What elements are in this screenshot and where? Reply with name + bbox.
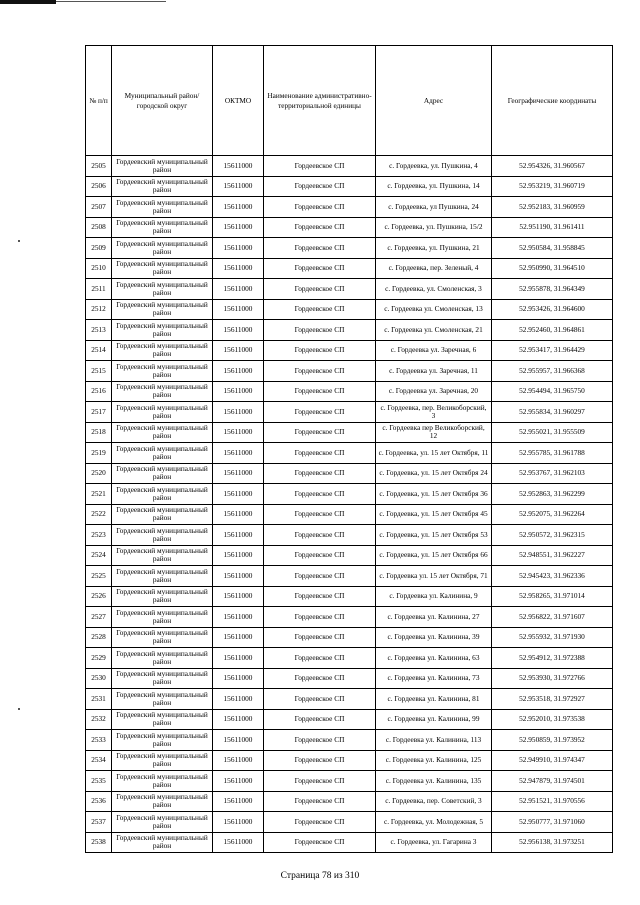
municipality-cell: Гордеевский муниципальный район — [112, 525, 213, 546]
coords-cell: 52.949910, 31.974347 — [492, 750, 613, 771]
coords-cell: 52.955932, 31.971930 — [492, 627, 613, 648]
unit-cell: Гордеевское СП — [264, 340, 376, 361]
unit-cell: Гордеевское СП — [264, 402, 376, 423]
unit-cell: Гордеевское СП — [264, 791, 376, 812]
oktmo-cell: 15611000 — [213, 422, 264, 443]
row-number: 2522 — [86, 504, 112, 525]
municipality-cell: Гордеевский муниципальный район — [112, 771, 213, 792]
table-row — [86, 750, 613, 771]
oktmo-cell: 15611000 — [213, 791, 264, 812]
oktmo-cell: 15611000 — [213, 197, 264, 218]
unit-cell: Гордеевское СП — [264, 484, 376, 505]
table-row — [86, 197, 613, 218]
table-row — [86, 422, 613, 443]
oktmo-cell: 15611000 — [213, 156, 264, 177]
header-num: № п/п — [86, 46, 112, 156]
oktmo-cell: 15611000 — [213, 217, 264, 238]
table-row — [86, 586, 613, 607]
row-number: 2510 — [86, 258, 112, 279]
header-row — [86, 46, 613, 156]
address-cell: с. Гордеевка, ул. Молодежная, 5 — [376, 812, 492, 833]
coords-cell: 52.950584, 31.958845 — [492, 238, 613, 259]
municipality-cell: Гордеевский муниципальный район — [112, 443, 213, 464]
address-cell: с. Гордеевка, ул. 15 лет Октября, 11 — [376, 443, 492, 464]
table-row — [86, 566, 613, 587]
address-cell: с. Гордеевка ул. Калинина, 81 — [376, 689, 492, 710]
address-cell: с. Гордеевка ул. Калинина, 135 — [376, 771, 492, 792]
municipality-cell: Гордеевский муниципальный район — [112, 217, 213, 238]
oktmo-cell: 15611000 — [213, 299, 264, 320]
address-cell: с. Гордеевка ул. Калинина, 63 — [376, 648, 492, 669]
coords-cell: 52.948551, 31.962227 — [492, 545, 613, 566]
oktmo-cell: 15611000 — [213, 689, 264, 710]
unit-cell: Гордеевское СП — [264, 217, 376, 238]
row-number: 2530 — [86, 668, 112, 689]
unit-cell: Гордеевское СП — [264, 668, 376, 689]
oktmo-cell: 15611000 — [213, 709, 264, 730]
municipality-cell: Гордеевский муниципальный район — [112, 566, 213, 587]
address-cell: с. Гордеевка, ул. Пушкина, 21 — [376, 238, 492, 259]
row-number: 2511 — [86, 279, 112, 300]
table-row — [86, 607, 613, 628]
table-row — [86, 299, 613, 320]
row-number: 2536 — [86, 791, 112, 812]
scan-mark-top — [0, 0, 56, 4]
municipality-cell: Гордеевский муниципальный район — [112, 586, 213, 607]
address-cell: с. Гордеевка, ул Пушкина, 24 — [376, 197, 492, 218]
address-cell: с. Гордеевка ул. Калинина, 39 — [376, 627, 492, 648]
table-row — [86, 832, 613, 853]
address-cell: с. Гордеевка, ул. 15 лет Октября 66 — [376, 545, 492, 566]
row-number: 2525 — [86, 566, 112, 587]
municipality-cell: Гордеевский муниципальный район — [112, 156, 213, 177]
row-number: 2531 — [86, 689, 112, 710]
row-number: 2513 — [86, 320, 112, 341]
row-number: 2517 — [86, 402, 112, 423]
unit-cell: Гордеевское СП — [264, 320, 376, 341]
oktmo-cell: 15611000 — [213, 504, 264, 525]
scan-speck — [18, 240, 20, 242]
table-row — [86, 812, 613, 833]
row-number: 2538 — [86, 832, 112, 853]
table-row — [86, 340, 613, 361]
unit-cell: Гордеевское СП — [264, 709, 376, 730]
table-row — [86, 771, 613, 792]
oktmo-cell: 15611000 — [213, 730, 264, 751]
oktmo-cell: 15611000 — [213, 381, 264, 402]
oktmo-cell: 15611000 — [213, 443, 264, 464]
oktmo-cell: 15611000 — [213, 525, 264, 546]
address-cell: с. Гордеевка ул. Калинина, 27 — [376, 607, 492, 628]
municipality-cell: Гордеевский муниципальный район — [112, 484, 213, 505]
municipality-cell: Гордеевский муниципальный район — [112, 381, 213, 402]
row-number: 2512 — [86, 299, 112, 320]
coords-cell: 52.956822, 31.971607 — [492, 607, 613, 628]
table-row — [86, 361, 613, 382]
oktmo-cell: 15611000 — [213, 812, 264, 833]
address-cell: с. Гордеевка ул. Заречная, 6 — [376, 340, 492, 361]
row-number: 2527 — [86, 607, 112, 628]
table-row — [86, 791, 613, 812]
oktmo-cell: 15611000 — [213, 832, 264, 853]
address-cell: с. Гордеевка ул. Калинина, 113 — [376, 730, 492, 751]
coords-cell: 52.945423, 31.962336 — [492, 566, 613, 587]
address-cell: с. Гордеевка ул. 15 лет Октября, 71 — [376, 566, 492, 587]
unit-cell: Гордеевское СП — [264, 771, 376, 792]
table-row — [86, 443, 613, 464]
row-number: 2520 — [86, 463, 112, 484]
row-number: 2534 — [86, 750, 112, 771]
unit-cell: Гордеевское СП — [264, 607, 376, 628]
table-row — [86, 258, 613, 279]
address-cell: с. Гордеевка, ул. Смоленская, 3 — [376, 279, 492, 300]
unit-cell: Гордеевское СП — [264, 566, 376, 587]
oktmo-cell: 15611000 — [213, 279, 264, 300]
oktmo-cell: 15611000 — [213, 238, 264, 259]
row-number: 2529 — [86, 648, 112, 669]
unit-cell: Гордеевское СП — [264, 156, 376, 177]
address-cell: с. Гордеевка, пер. Зеленый, 4 — [376, 258, 492, 279]
address-cell: с. Гордеевка ул. Калинина, 99 — [376, 709, 492, 730]
municipality-cell: Гордеевский муниципальный район — [112, 668, 213, 689]
scan-line-top — [56, 1, 166, 2]
unit-cell: Гордеевское СП — [264, 545, 376, 566]
table-row — [86, 648, 613, 669]
coords-cell: 52.955957, 31.966368 — [492, 361, 613, 382]
table-row — [86, 156, 613, 177]
unit-cell: Гордеевское СП — [264, 197, 376, 218]
address-cell: с. Гордеевка пер Великоборский, 12 — [376, 422, 492, 443]
unit-cell: Гордеевское СП — [264, 443, 376, 464]
coords-cell: 52.954912, 31.972388 — [492, 648, 613, 669]
municipality-cell: Гордеевский муниципальный район — [112, 422, 213, 443]
oktmo-cell: 15611000 — [213, 771, 264, 792]
unit-cell: Гордеевское СП — [264, 361, 376, 382]
oktmo-cell: 15611000 — [213, 668, 264, 689]
row-number: 2523 — [86, 525, 112, 546]
address-cell: с. Гордеевка, пер. Великоборский, 3 — [376, 402, 492, 423]
oktmo-cell: 15611000 — [213, 402, 264, 423]
row-number: 2528 — [86, 627, 112, 648]
address-cell: с. Гордеевка, ул. 15 лет Октября 45 — [376, 504, 492, 525]
municipality-cell: Гордеевский муниципальный район — [112, 648, 213, 669]
coords-cell: 52.953426, 31.964600 — [492, 299, 613, 320]
coords-cell: 52.958265, 31.971014 — [492, 586, 613, 607]
unit-cell: Гордеевское СП — [264, 750, 376, 771]
unit-cell: Гордеевское СП — [264, 422, 376, 443]
scan-speck — [18, 708, 20, 710]
unit-cell: Гордеевское СП — [264, 648, 376, 669]
coords-cell: 52.956138, 31.973251 — [492, 832, 613, 853]
municipality-cell: Гордеевский муниципальный район — [112, 730, 213, 751]
oktmo-cell: 15611000 — [213, 750, 264, 771]
municipality-cell: Гордеевский муниципальный район — [112, 607, 213, 628]
row-number: 2532 — [86, 709, 112, 730]
coords-cell: 52.952183, 31.960959 — [492, 197, 613, 218]
unit-cell: Гордеевское СП — [264, 258, 376, 279]
registry-table — [85, 45, 613, 853]
row-number: 2533 — [86, 730, 112, 751]
municipality-cell: Гордеевский муниципальный район — [112, 791, 213, 812]
table-row — [86, 279, 613, 300]
address-cell: с. Гордеевка, ул. Гагарина 3 — [376, 832, 492, 853]
coords-cell: 52.954494, 31.965750 — [492, 381, 613, 402]
row-number: 2505 — [86, 156, 112, 177]
coords-cell: 52.953518, 31.972927 — [492, 689, 613, 710]
address-cell: с. Гордеевка, ул. Пушкина, 4 — [376, 156, 492, 177]
coords-cell: 52.953219, 31.960719 — [492, 176, 613, 197]
row-number: 2514 — [86, 340, 112, 361]
row-number: 2508 — [86, 217, 112, 238]
unit-cell: Гордеевское СП — [264, 812, 376, 833]
row-number: 2515 — [86, 361, 112, 382]
municipality-cell: Гордеевский муниципальный район — [112, 750, 213, 771]
oktmo-cell: 15611000 — [213, 484, 264, 505]
row-number: 2519 — [86, 443, 112, 464]
table-row — [86, 217, 613, 238]
table-row — [86, 504, 613, 525]
oktmo-cell: 15611000 — [213, 545, 264, 566]
oktmo-cell: 15611000 — [213, 607, 264, 628]
address-cell: с. Гордеевка, ул. 15 лет Октября 36 — [376, 484, 492, 505]
unit-cell: Гордеевское СП — [264, 586, 376, 607]
table-row — [86, 381, 613, 402]
municipality-cell: Гордеевский муниципальный район — [112, 361, 213, 382]
header-municipality: Муниципальный район/городской округ — [112, 46, 213, 156]
address-cell: с. Гордеевка ул. Калинина, 9 — [376, 586, 492, 607]
municipality-cell: Гордеевский муниципальный район — [112, 197, 213, 218]
unit-cell: Гордеевское СП — [264, 279, 376, 300]
unit-cell: Гордеевское СП — [264, 730, 376, 751]
municipality-cell: Гордеевский муниципальный район — [112, 176, 213, 197]
page-footer: Страница 78 из 310 — [280, 871, 360, 881]
address-cell: с. Гордеевка, пер. Советский, 3 — [376, 791, 492, 812]
table-row — [86, 484, 613, 505]
unit-cell: Гордеевское СП — [264, 299, 376, 320]
coords-cell: 52.947879, 31.974501 — [492, 771, 613, 792]
unit-cell: Гордеевское СП — [264, 381, 376, 402]
coords-cell: 52.955021, 31.955509 — [492, 422, 613, 443]
municipality-cell: Гордеевский муниципальный район — [112, 545, 213, 566]
table-row — [86, 668, 613, 689]
coords-cell: 52.955878, 31.964349 — [492, 279, 613, 300]
row-number: 2518 — [86, 422, 112, 443]
coords-cell: 52.952863, 31.962299 — [492, 484, 613, 505]
unit-cell: Гордеевское СП — [264, 627, 376, 648]
oktmo-cell: 15611000 — [213, 586, 264, 607]
unit-cell: Гордеевское СП — [264, 176, 376, 197]
address-cell: с. Гордеевка ул. Смоленская, 13 — [376, 299, 492, 320]
address-cell: с. Гордеевка ул. Заречная, 20 — [376, 381, 492, 402]
address-cell: с. Гордеевка, ул. 15 лет Октября 24 — [376, 463, 492, 484]
coords-cell: 52.953767, 31.962103 — [492, 463, 613, 484]
table-row — [86, 320, 613, 341]
unit-cell: Гордеевское СП — [264, 504, 376, 525]
unit-cell: Гордеевское СП — [264, 463, 376, 484]
oktmo-cell: 15611000 — [213, 566, 264, 587]
address-cell: с. Гордеевка ул. Калинина, 125 — [376, 750, 492, 771]
table-row — [86, 176, 613, 197]
oktmo-cell: 15611000 — [213, 627, 264, 648]
oktmo-cell: 15611000 — [213, 463, 264, 484]
coords-cell: 52.955785, 31.961788 — [492, 443, 613, 464]
municipality-cell: Гордеевский муниципальный район — [112, 340, 213, 361]
address-cell: с. Гордеевка, ул. Пушкина, 14 — [376, 176, 492, 197]
table-row — [86, 525, 613, 546]
row-number: 2537 — [86, 812, 112, 833]
header-unit: Наименование административно-территориальной единицы — [264, 46, 376, 156]
municipality-cell: Гордеевский муниципальный район — [112, 709, 213, 730]
oktmo-cell: 15611000 — [213, 320, 264, 341]
address-cell: с. Гордеевка ул. Смоленская, 21 — [376, 320, 492, 341]
table-row — [86, 709, 613, 730]
table-row — [86, 689, 613, 710]
municipality-cell: Гордеевский муниципальный район — [112, 812, 213, 833]
municipality-cell: Гордеевский муниципальный район — [112, 832, 213, 853]
coords-cell: 52.954326, 31.960567 — [492, 156, 613, 177]
table-row — [86, 402, 613, 423]
header-oktmo: ОКТМО — [213, 46, 264, 156]
table-row — [86, 545, 613, 566]
coords-cell: 52.953417, 31.964429 — [492, 340, 613, 361]
municipality-cell: Гордеевский муниципальный район — [112, 689, 213, 710]
unit-cell: Гордеевское СП — [264, 238, 376, 259]
unit-cell: Гордеевское СП — [264, 525, 376, 546]
oktmo-cell: 15611000 — [213, 258, 264, 279]
coords-cell: 52.951190, 31.961411 — [492, 217, 613, 238]
row-number: 2524 — [86, 545, 112, 566]
municipality-cell: Гордеевский муниципальный район — [112, 299, 213, 320]
municipality-cell: Гордеевский муниципальный район — [112, 402, 213, 423]
municipality-cell: Гордеевский муниципальный район — [112, 258, 213, 279]
municipality-cell: Гордеевский муниципальный район — [112, 627, 213, 648]
row-number: 2535 — [86, 771, 112, 792]
coords-cell: 52.950990, 31.964510 — [492, 258, 613, 279]
row-number: 2507 — [86, 197, 112, 218]
table-row — [86, 463, 613, 484]
row-number: 2526 — [86, 586, 112, 607]
unit-cell: Гордеевское СП — [264, 689, 376, 710]
municipality-cell: Гордеевский муниципальный район — [112, 320, 213, 341]
table-row — [86, 627, 613, 648]
coords-cell: 52.952010, 31.973538 — [492, 709, 613, 730]
row-number: 2516 — [86, 381, 112, 402]
row-number: 2521 — [86, 484, 112, 505]
coords-cell: 52.953930, 31.972766 — [492, 668, 613, 689]
coords-cell: 52.950572, 31.962315 — [492, 525, 613, 546]
municipality-cell: Гордеевский муниципальный район — [112, 279, 213, 300]
coords-cell: 52.952075, 31.962264 — [492, 504, 613, 525]
oktmo-cell: 15611000 — [213, 648, 264, 669]
oktmo-cell: 15611000 — [213, 176, 264, 197]
address-cell: с. Гордеевка ул. Калинина, 73 — [376, 668, 492, 689]
municipality-cell: Гордеевский муниципальный район — [112, 238, 213, 259]
coords-cell: 52.950859, 31.973952 — [492, 730, 613, 751]
address-cell: с. Гордеевка, ул. 15 лет Октября 53 — [376, 525, 492, 546]
coords-cell: 52.951521, 31.970556 — [492, 791, 613, 812]
coords-cell: 52.955834, 31.960297 — [492, 402, 613, 423]
unit-cell: Гордеевское СП — [264, 832, 376, 853]
coords-cell: 52.952460, 31.964861 — [492, 320, 613, 341]
address-cell: с. Гордеевка ул. Заречная, 11 — [376, 361, 492, 382]
header-coords: Географические координаты — [492, 46, 613, 156]
table-row — [86, 238, 613, 259]
municipality-cell: Гордеевский муниципальный район — [112, 463, 213, 484]
table-row — [86, 730, 613, 751]
row-number: 2509 — [86, 238, 112, 259]
coords-cell: 52.950777, 31.971060 — [492, 812, 613, 833]
row-number: 2506 — [86, 176, 112, 197]
oktmo-cell: 15611000 — [213, 361, 264, 382]
header-address: Адрес — [376, 46, 492, 156]
oktmo-cell: 15611000 — [213, 340, 264, 361]
address-cell: с. Гордеевка, ул. Пушкина, 15/2 — [376, 217, 492, 238]
municipality-cell: Гордеевский муниципальный район — [112, 504, 213, 525]
